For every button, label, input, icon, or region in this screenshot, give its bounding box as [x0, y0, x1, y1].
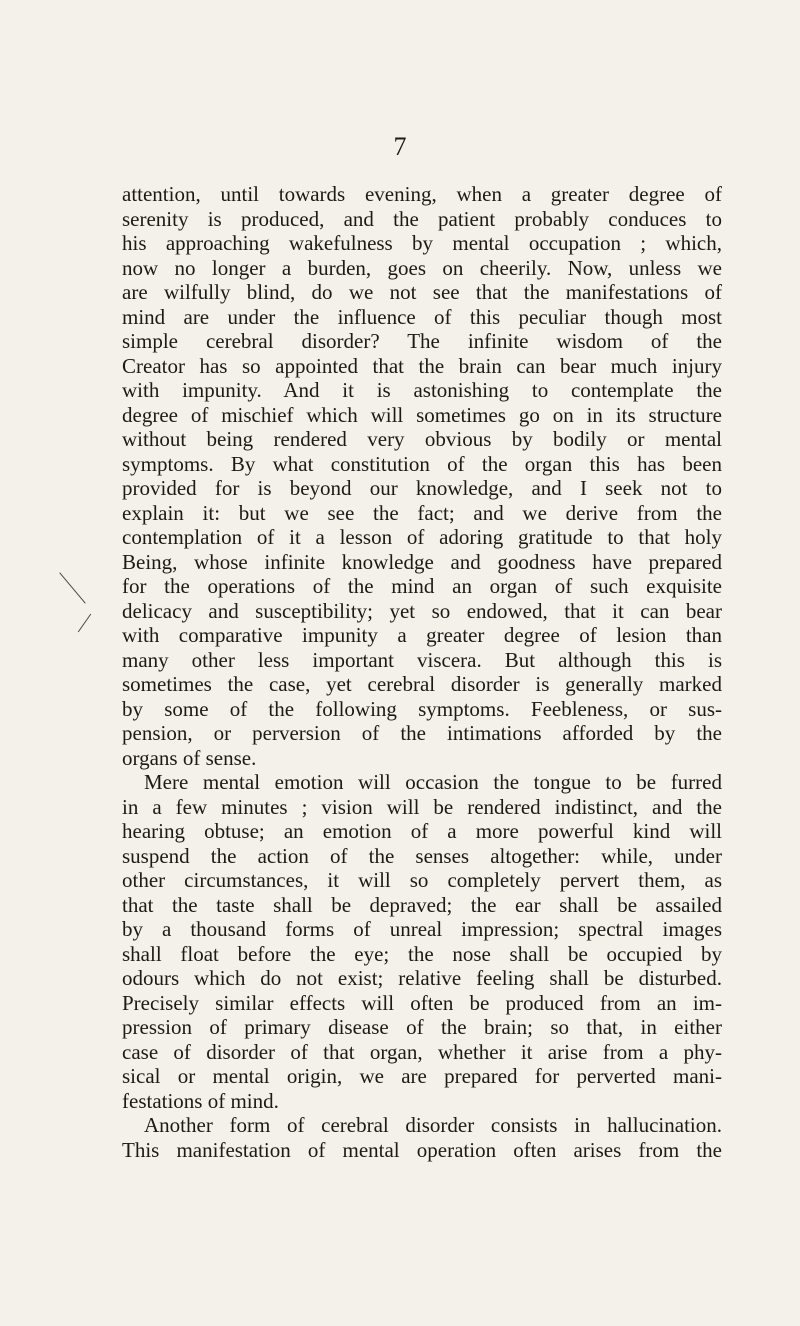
text-line: pression of primary disease of the brain; so that, in either — [122, 1015, 722, 1039]
text-line: now no longer a burden, goes on cheerily. Now, unless we — [122, 255, 722, 280]
text-line: suspend the action of the senses altogether: while, under — [122, 843, 722, 868]
text-line: attention, until towards evening, when a greater degree of — [122, 182, 722, 206]
text-line: for the operations of the mind an organ of such exquisite — [122, 574, 722, 598]
text-line: Another form of cerebral disorder consists in hallucination. — [144, 1113, 722, 1137]
text-line: pension, or perversion of the intimations afforded by the — [122, 721, 722, 745]
text-line: festations of mind. — [122, 1088, 279, 1113]
text-line: Creator has so appointed that the brain can bear much injury — [122, 353, 722, 378]
text-line: in a few minutes ; vision will be rendered indistinct, and the — [122, 794, 722, 819]
text-line: that the taste shall be depraved; the ear shall be assailed — [122, 892, 722, 917]
text-line: are wilfully blind, do we not see that the manifestations of — [122, 280, 722, 304]
text-line: Precisely similar effects will often be produced from an im- — [122, 990, 722, 1015]
text-line: hearing obtuse; an emotion of a more powerful kind will — [122, 819, 722, 843]
text-line: Mere mental emotion will occasion the tongue to be furred — [144, 770, 722, 794]
body-text — [122, 182, 722, 1162]
text-line: sometimes the case, yet cerebral disorder is generally marked — [122, 672, 722, 696]
text-line: contemplation of it a lesson of adoring gratitude to that holy — [122, 525, 722, 549]
text-line: degree of mischief which will sometimes go on in its structure — [122, 402, 722, 427]
text-line: without being rendered very obvious by bodily or mental — [122, 427, 722, 451]
text-line: This manifestation of mental operation often arises from the — [122, 1137, 722, 1162]
text-line: with impunity. And it is astonishing to contemplate the — [122, 378, 722, 402]
margin-pencil-mark — [78, 614, 91, 633]
text-line: organs of sense. — [122, 745, 257, 770]
text-line: sical or mental origin, we are prepared for perverted mani- — [122, 1064, 722, 1088]
text-line: by a thousand forms of unreal impression; spectral images — [122, 917, 722, 941]
margin-pencil-mark — [59, 572, 85, 603]
text-line: provided for is beyond our knowledge, and I seek not to — [122, 476, 722, 500]
text-line: with comparative impunity a greater degree of lesion than — [122, 623, 722, 647]
page-number: 7 — [393, 132, 407, 161]
text-line: symptoms. By what constitution of the organ this has been — [122, 451, 722, 476]
text-line: by some of the following symptoms. Feebleness, or sus- — [122, 696, 722, 721]
text-line: other circumstances, it will so completely pervert them, as — [122, 868, 722, 892]
text-line: his approaching wakefulness by mental occupation ; which, — [122, 231, 722, 255]
text-line: mind are under the influence of this peculiar though most — [122, 304, 722, 329]
text-line: delicacy and susceptibility; yet so endowed, that it can bear — [122, 598, 722, 623]
text-line: serenity is produced, and the patient probably conduces to — [122, 206, 722, 231]
text-line: explain it: but we see the fact; and we derive from the — [122, 500, 722, 525]
text-line: many other less important viscera. But although this is — [122, 647, 722, 672]
text-line: simple cerebral disorder? The infinite wisdom of the — [122, 329, 722, 353]
text-line: odours which do not exist; relative feeling shall be disturbed. — [122, 966, 722, 990]
text-line: Being, whose infinite knowledge and goodness have prepared — [122, 549, 722, 574]
text-line: case of disorder of that organ, whether it arise from a phy- — [122, 1039, 722, 1064]
text-line: shall float before the eye; the nose shall be occupied by — [122, 941, 722, 966]
